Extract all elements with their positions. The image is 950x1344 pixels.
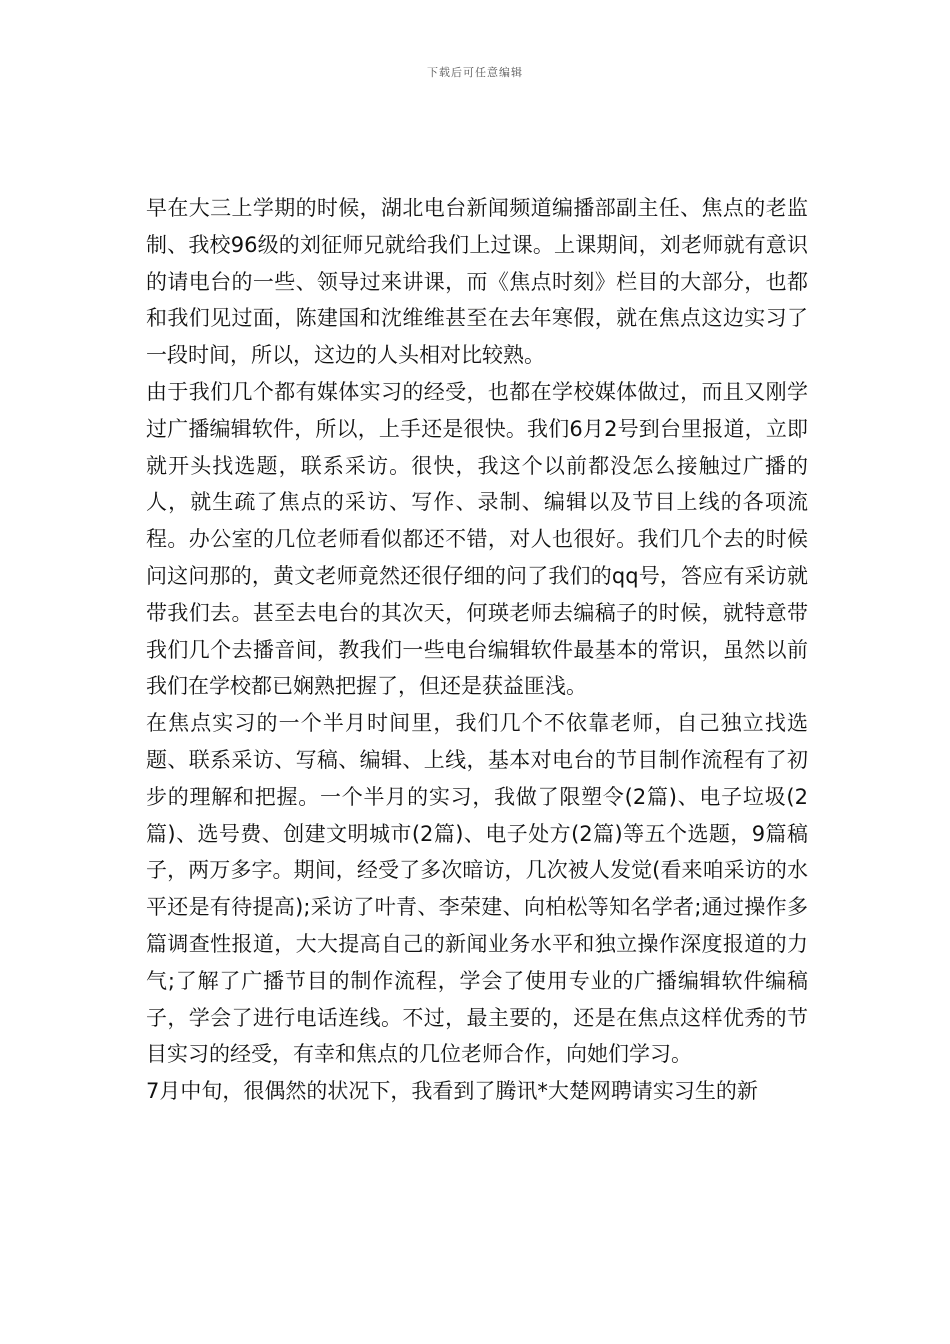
paragraph-4: 7月中旬，很偶然的状况下，我看到了腾讯*大楚网聘请实习生的新 [146,1079,758,1104]
page-header: 下载后可任意编辑 [427,66,523,79]
document-body [146,190,808,1110]
paragraph-2: 由于我们几个都有媒体实习的经受，也都在学校媒体做过，而且又刚学过广播编辑软件，所以，上手还是很快。我们6月2号到台里报道，立即就开头找选题，联系采访。很快，我这个以前都没怎么接触过广播的人，就生疏了焦点的采访、写作、录制、编辑以及节目上线的各项流程。办公室的几位老师看似都还不错，对人也很好。我们几个去的时候问这问那的，黄文老师竟然还很仔细的问了我们的qq号，答应有采访就带我们去。甚至去电台的其次天，何瑛老师去编稿子的时候，就特意带我们几个去播音间，教我们一些电台编辑软件最基本的常识，虽然以前我们在学校都已娴熟把握了，但还是获益匪浅。 [146,379,808,699]
paragraph-3: 在焦点实习的一个半月时间里，我们几个不依靠老师，自己独立找选题、联系采访、写稿、编辑、上线，基本对电台的节目制作流程有了初步的理解和把握。一个半月的实习，我做了限塑令(2篇)、电子垃圾(2篇)、选号费、创建文明城市(2篇)、电子处方(2篇)等五个选题，9篇稿子，两万多字。期间，经受了多次暗访，几次被人发觉(看来咱采访的水平还是有待提高);采访了叶青、李荣建、向柏松等知名学者;通过操作多篇调查性报道，大大提高自己的新闻业务水平和独立操作深度报道的力气;了解了广播节目的制作流程，学会了使用专业的广播编辑软件编稿子，学会了进行电话连线。不过，最主要的，还是在焦点这样优秀的节目实习的经受，有幸和焦点的几位老师合作，向她们学习。 [146,711,808,1067]
paragraph-1: 早在大三上学期的时候，湖北电台新闻频道编播部副主任、焦点的老监制、我校96级的刘征师兄就给我们上过课。上课期间，刘老师就有意识的请电台的一些、领导过来讲课，而《焦点时刻》栏目的大部分，也都和我们见过面，陈建国和沈维维甚至在去年寒假，就在焦点这边实习了一段时间，所以，这边的人头相对比较熟。 [146,196,808,368]
